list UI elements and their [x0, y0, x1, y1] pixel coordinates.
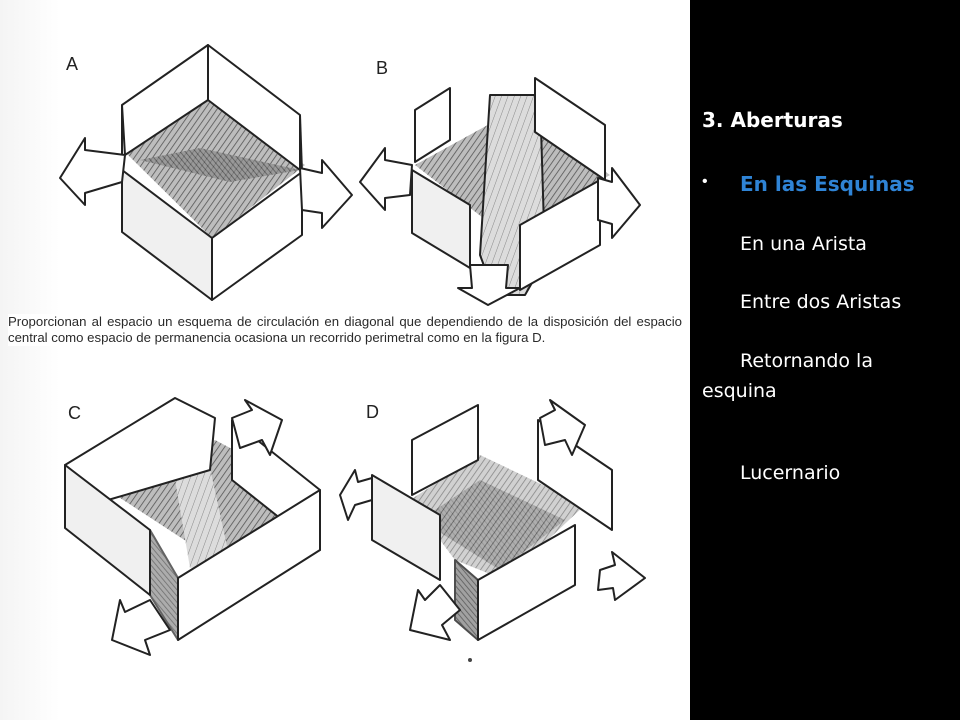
bullet-icon: •: [702, 173, 708, 190]
sketch-a: [60, 45, 352, 300]
sketch-c: [65, 398, 320, 655]
section-title: 3. Aberturas: [702, 108, 843, 132]
sub-item-dos-aristas: Entre dos Aristas: [740, 291, 902, 313]
sub-item-lucernario: Lucernario: [740, 462, 841, 484]
bullet-heading: En las Esquinas: [740, 172, 915, 196]
sub-item-arista: En una Arista: [740, 233, 867, 255]
sketch-d: [340, 400, 645, 662]
figure-caption: Proporcionan al espacio un esquema de circulación en diagonal que dependiendo de la disposición del espacio central como espacio de permanencia ocasiona un recorrido perimetral como en la figura D.: [8, 314, 682, 345]
sub-item-retornando: Retornando la esquina: [702, 350, 873, 402]
figure-label-a: A: [66, 54, 79, 74]
sidebar-panel: [690, 0, 960, 720]
figure-label-c: C: [68, 403, 81, 423]
figure-label-b: B: [376, 58, 389, 78]
sketch-b: [360, 78, 640, 305]
figure-label-d: D: [366, 402, 379, 422]
